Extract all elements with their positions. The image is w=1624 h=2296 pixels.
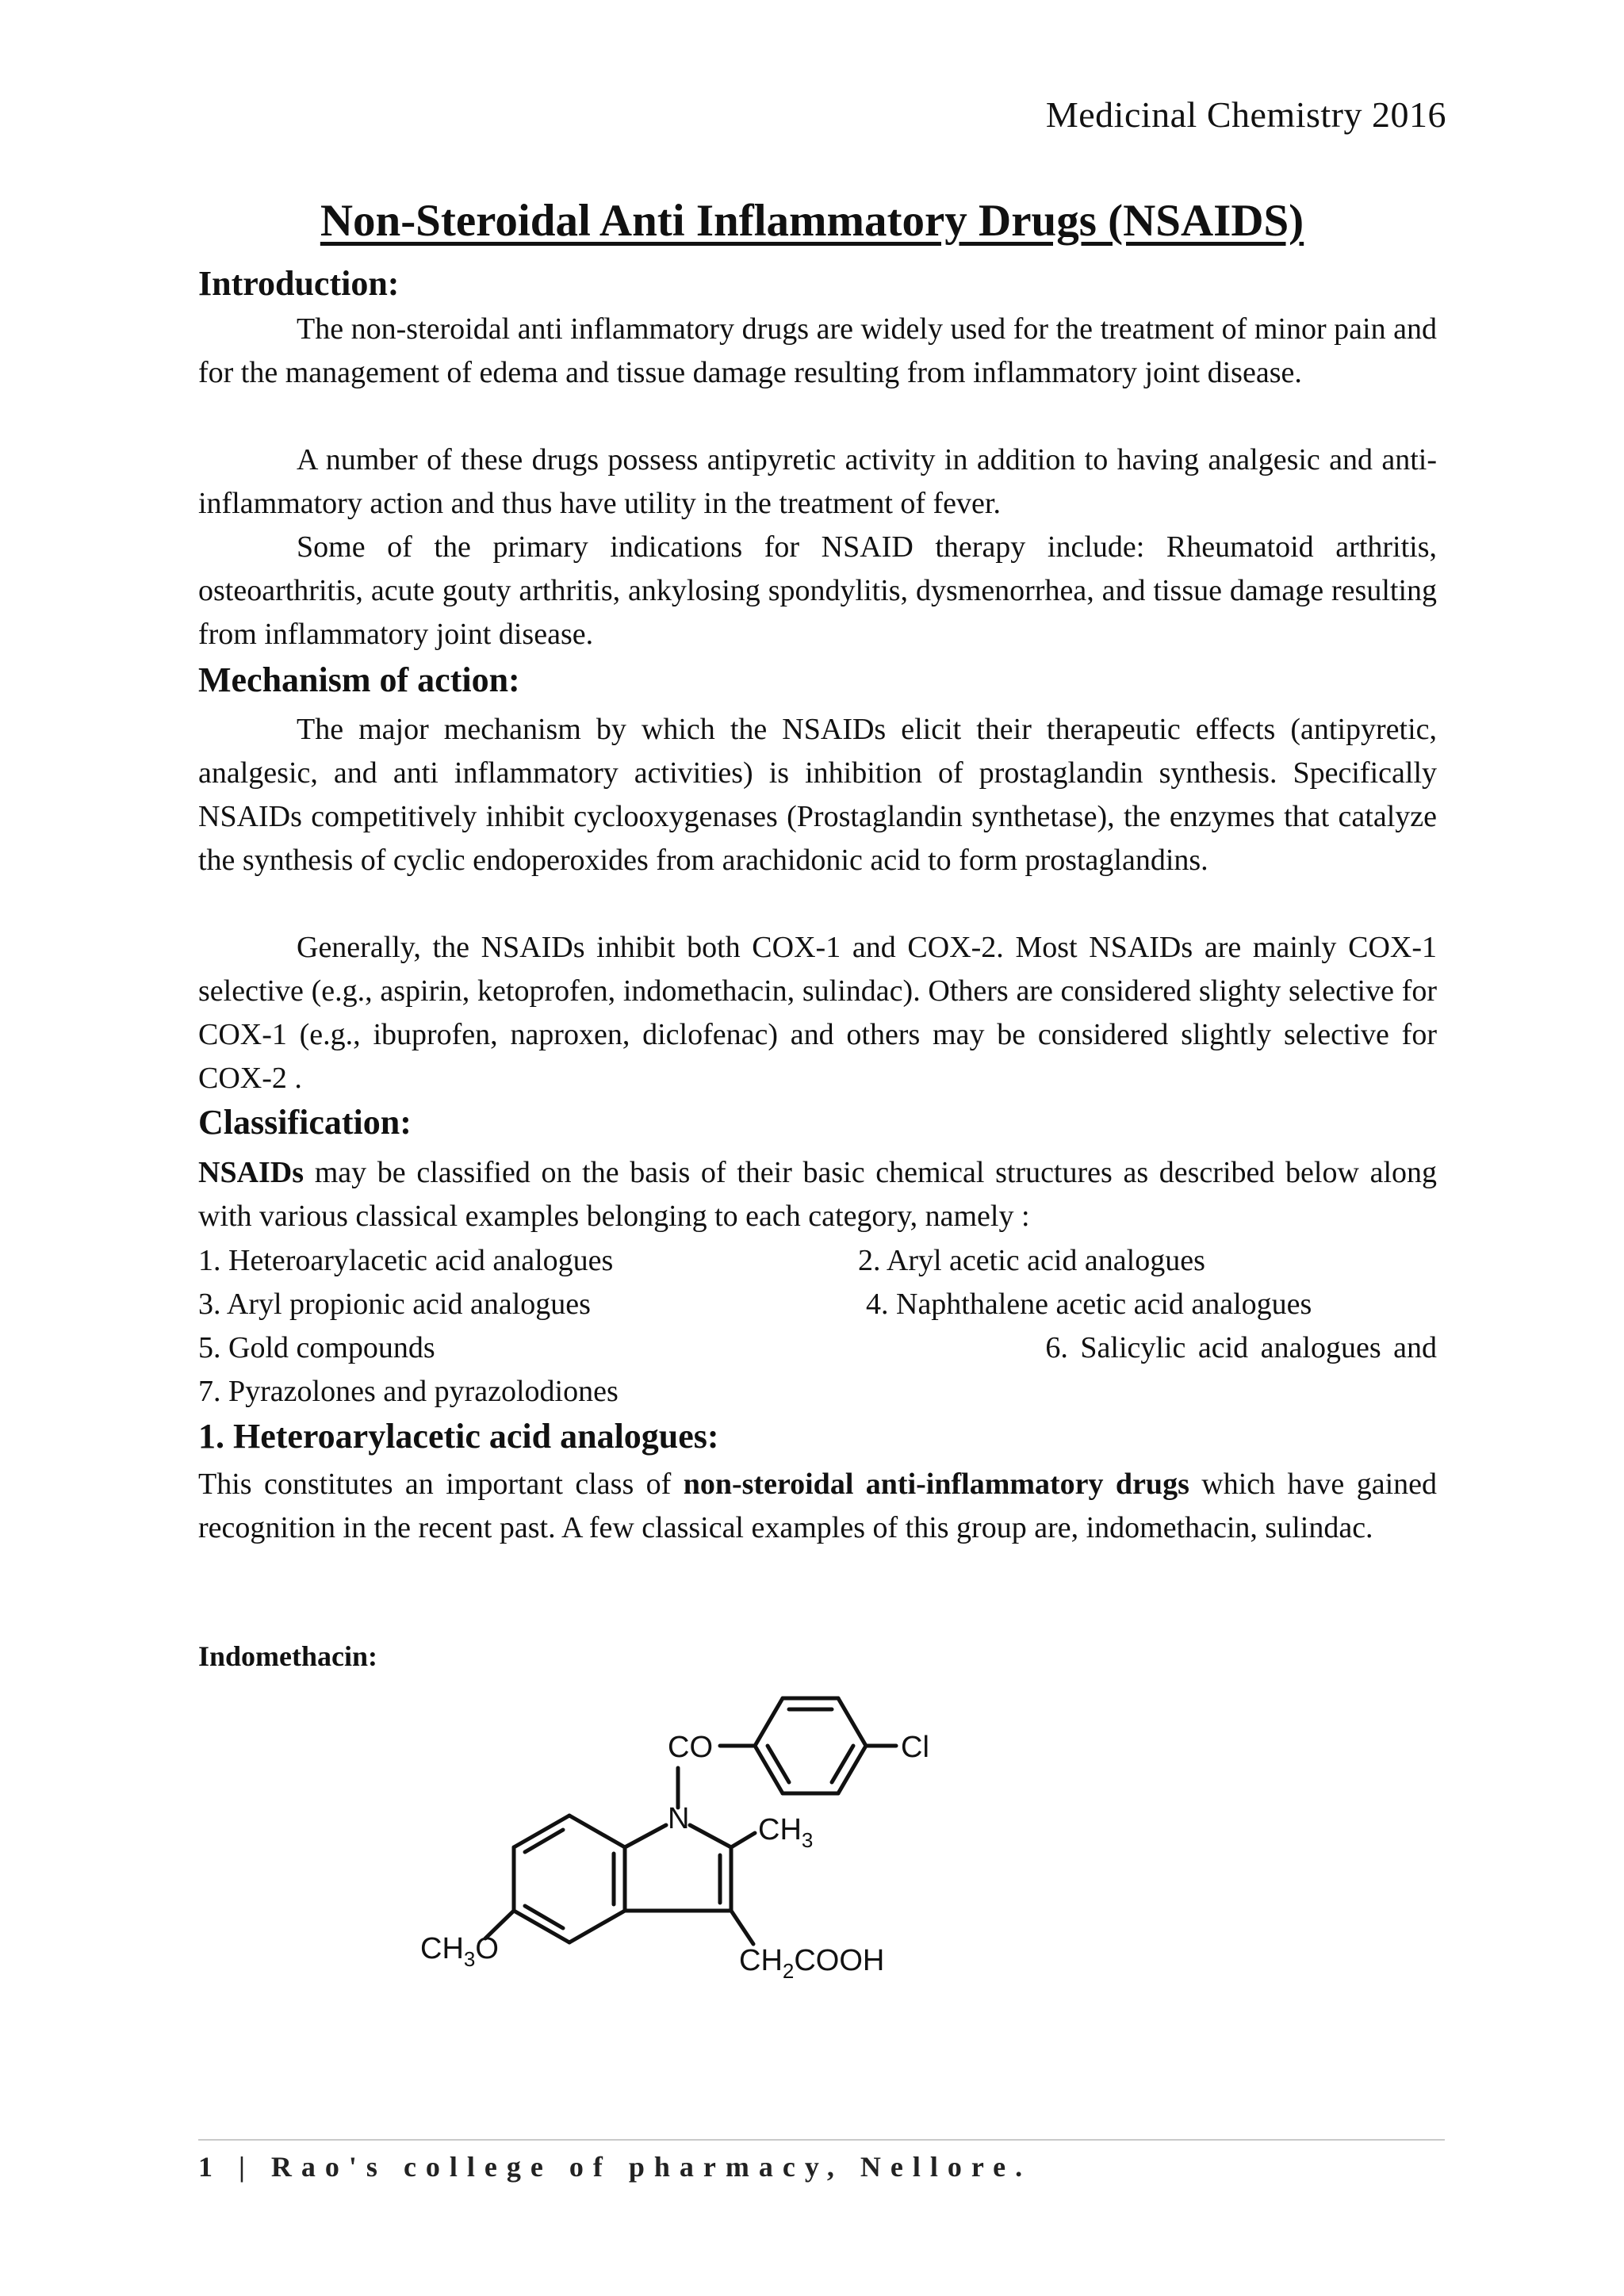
class-item-4: 4. Naphthalene acetic acid analogues	[866, 1288, 1312, 1321]
section1-heading: 1. Heteroarylacetic acid analogues:	[198, 1417, 719, 1456]
section1-text-end: which have gained recognition in the recent past. A few classical examples of this group are, indomethacin, sulindac.	[198, 1468, 1437, 1544]
atom-methyl	[758, 1813, 813, 1852]
methoxy-o: O	[475, 1932, 499, 1965]
mechanism-paragraph-2: Generally, the NSAIDs inhibit both COX-1 and COX-2. Most NSAIDs are mainly COX-1 selective (e.g., aspirin, ketoprofen, indomethacin, sulindac). Others are considered slighty selective for COX-1 (e.g., ibuprofen, naproxen, diclofenac) and others may be considered slightly selective for COX-2 .	[198, 931, 1437, 1095]
methyl-ch: CH	[758, 1813, 802, 1846]
acid-cooh: COOH	[794, 1944, 885, 1977]
mechanism-heading: Mechanism of action:	[198, 660, 520, 699]
class-item-1: 1. Heteroarylacetic acid analogues	[198, 1244, 614, 1277]
methyl-subscript: 3	[801, 1828, 814, 1852]
nsaids-bold-term: NSAIDs	[198, 1156, 304, 1189]
class-item-3: 3. Aryl propionic acid analogues	[198, 1288, 591, 1321]
atom-co: CO	[668, 1731, 713, 1764]
document-title: Non-Steroidal Anti Inflammatory Drugs (NSAIDS)	[320, 196, 1304, 246]
atom-n: N	[668, 1802, 690, 1835]
classification-intro	[198, 1151, 1437, 1238]
nsaid-bold-phrase: non-steroidal anti-inflammatory drugs	[683, 1468, 1189, 1501]
classification-heading: Classification:	[198, 1103, 412, 1142]
indomethacin-structure	[420, 1681, 1031, 1990]
acid-subscript: 2	[782, 1959, 795, 1983]
introduction-heading: Introduction:	[198, 264, 400, 303]
acid-ch: CH	[739, 1944, 783, 1977]
class-item-6: 6. Salicylic acid analogues and	[1045, 1331, 1437, 1364]
methoxy-subscript: 3	[463, 1947, 476, 1971]
page-footer: 1 | Rao's college of pharmacy, Nellore.	[198, 2151, 1032, 2183]
atom-acetic-acid	[739, 1944, 884, 1983]
classification-intro-text: may be classified on the basis of their basic chemical structures as described below along with various classical examples belonging to each category, namely :	[198, 1156, 1437, 1233]
section1-paragraph	[198, 1463, 1437, 1550]
class-item-2: 2. Aryl acetic acid analogues	[858, 1244, 1205, 1277]
introduction-paragraph-1: The non-steroidal anti inflammatory drugs are widely used for the treatment of minor pain and for the management of edema and tissue damage resulting from inflammatory joint disease.	[198, 312, 1437, 389]
figure-label: Indomethacin:	[198, 1640, 378, 1672]
atom-methoxy	[420, 1932, 499, 1971]
atom-cl: Cl	[901, 1731, 929, 1764]
introduction-paragraph-2: A number of these drugs possess antipyretic activity in addition to having analgesic and anti-inflammatory action and thus have utility in the treatment of fever.	[198, 443, 1437, 520]
footer-divider	[198, 2139, 1445, 2141]
class-item-5: 5. Gold compounds	[198, 1331, 435, 1364]
section1-text-start: This constitutes an important class of	[198, 1468, 684, 1501]
mechanism-paragraph-1: The major mechanism by which the NSAIDs elicit their therapeutic effects (antipyretic, analgesic, and anti inflammatory activities) is inhibition of prostaglandin synthesis. Specifically NSAIDs competitively inhibit cyclooxygenases (Prostaglandin synthetase), the enzymes that catalyze the synthesis of cyclic endoperoxides from arachidonic acid to form prostaglandins.	[198, 713, 1437, 877]
running-header: Medicinal Chemistry 2016	[1045, 94, 1446, 135]
class-item-7: 7. Pyrazolones and pyrazolodiones	[198, 1375, 619, 1408]
introduction-paragraph-3: Some of the primary indications for NSAID therapy include: Rheumatoid arthritis, osteoarthritis, acute gouty arthritis, ankylosing spondylitis, dysmenorrhea, and tissue damage resulting from inflammatory joint disease.	[198, 530, 1437, 651]
methoxy-ch: CH	[420, 1932, 464, 1965]
